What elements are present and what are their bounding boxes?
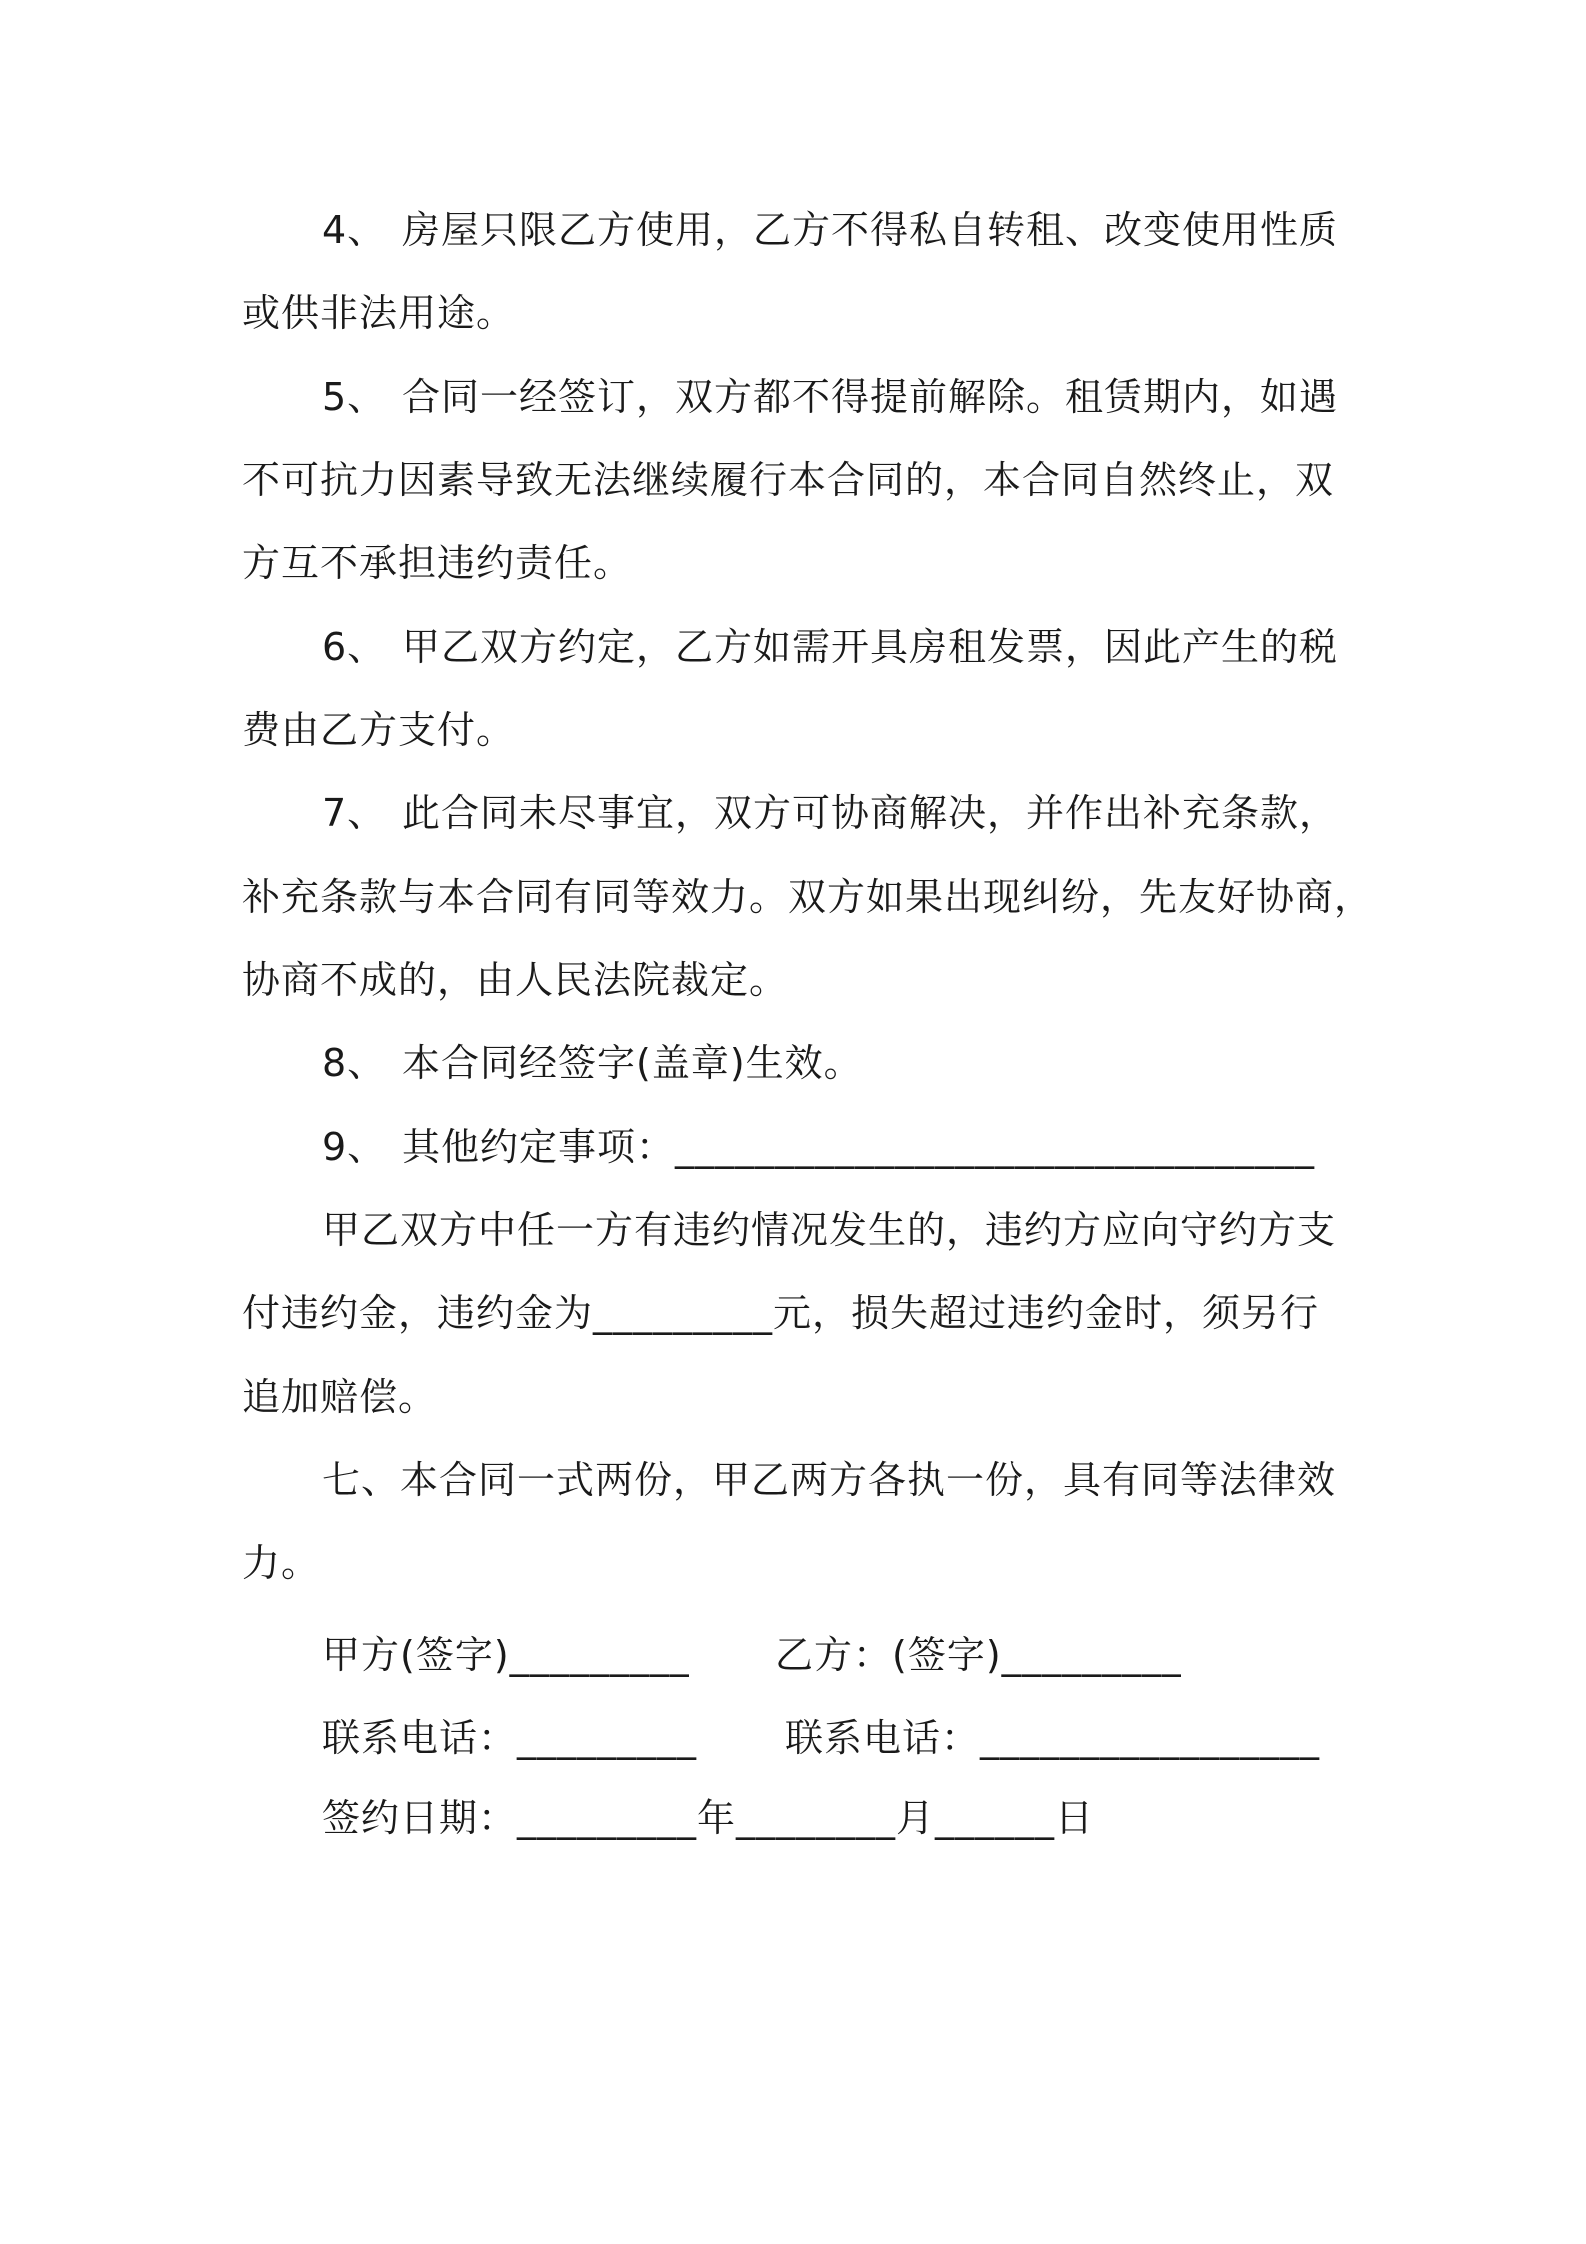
clause-8-line-1 xyxy=(322,1038,1432,1088)
clause-number: 6、 xyxy=(322,625,387,669)
clause-text: 房屋只限乙方使用，乙方不得私自转租、改变使用性质 xyxy=(402,208,1339,252)
clause-4-line-1 xyxy=(322,205,1432,255)
clause-5-line-3: 方互不承担违约责任。 xyxy=(242,541,633,585)
clause-text: 其他约定事项：________________________________ xyxy=(402,1125,1316,1169)
clause-number: 9、 xyxy=(322,1125,387,1169)
clause-number: 4、 xyxy=(322,208,387,252)
copies-line-1: 七、本合同一式两份，甲乙两方各执一份，具有同等法律效 xyxy=(322,1458,1337,1502)
clause-number: 7、 xyxy=(322,791,387,835)
breach-line-2: 付违约金，违约金为_________元，损失超过违约金时，须另行 xyxy=(242,1291,1320,1335)
clause-text: 合同一经签订，双方都不得提前解除。租赁期内，如遇 xyxy=(402,375,1339,419)
clause-5-line-2: 不可抗力因素导致无法继续履行本合同的，本合同自然终止，双 xyxy=(242,458,1335,502)
clause-number: 8、 xyxy=(322,1041,387,1085)
clause-number: 5、 xyxy=(322,375,387,419)
clause-text: 本合同经签字(盖章)生效。 xyxy=(402,1041,863,1085)
party-a-signature: 甲方(签字)_________ xyxy=(322,1633,690,1677)
clause-7-line-3: 协商不成的，由人民法院裁定。 xyxy=(242,958,789,1002)
clause-text: 甲乙双方约定，乙方如需开具房租发票，因此产生的税 xyxy=(402,625,1339,669)
party-b-signature: 乙方：(签字)_________ xyxy=(775,1633,1182,1677)
party-a-phone: 联系电话：_________ xyxy=(322,1716,698,1760)
party-b-phone: 联系电话：_________________ xyxy=(785,1716,1321,1760)
clause-text: 此合同未尽事宜，双方可协商解决，并作出补充条款， xyxy=(402,791,1339,835)
signing-date: 签约日期：_________年________月______日 xyxy=(322,1796,1095,1840)
copies-line-2: 力。 xyxy=(242,1541,321,1585)
clause-5-line-1 xyxy=(322,372,1432,422)
clause-7-line-1 xyxy=(322,788,1432,838)
breach-line-3: 追加赔偿。 xyxy=(242,1375,438,1419)
breach-line-1: 甲乙双方中任一方有违约情况发生的，违约方应向守约方支 xyxy=(322,1208,1337,1252)
clause-6-line-2: 费由乙方支付。 xyxy=(242,708,516,752)
clause-7-line-2: 补充条款与本合同有同等效力。双方如果出现纠纷，先友好协商， xyxy=(242,875,1374,919)
clause-6-line-1 xyxy=(322,622,1432,672)
clause-9-line-1 xyxy=(322,1122,1432,1172)
clause-4-line-2: 或供非法用途。 xyxy=(242,291,516,335)
